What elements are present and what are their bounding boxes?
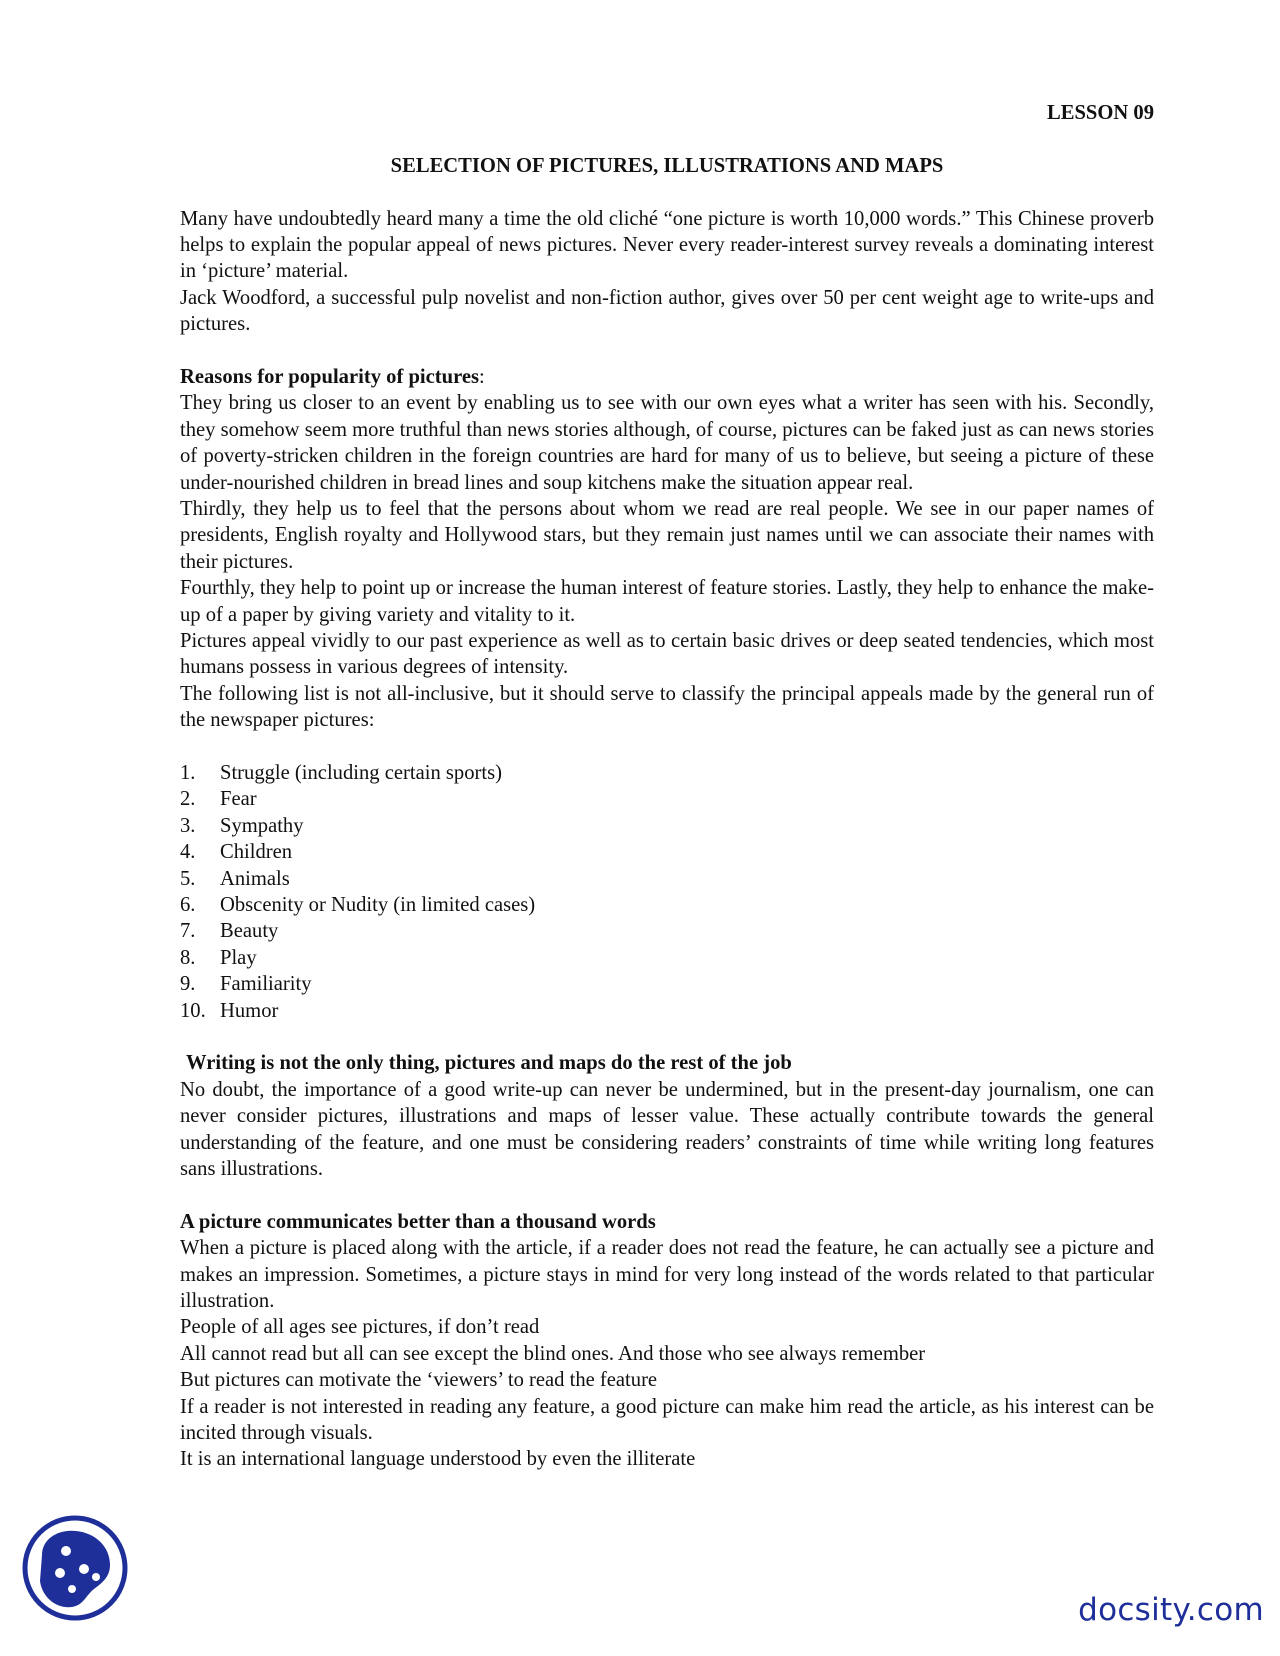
reasons-paragraph-5: The following list is not all-inclusive, but it should serve to classify the principal appeals made by the general run of the newspaper pictures: xyxy=(180,682,1154,732)
intro-paragraph-2: Jack Woodford, a successful pulp novelist and non-fiction author, gives over 50 per cent weight age to write-ups and pictures. xyxy=(180,286,1154,336)
list-item-number: 2. xyxy=(180,788,196,811)
list-item xyxy=(180,866,1154,892)
list-item xyxy=(180,971,1154,997)
picture-paragraph-3: All cannot read but all can see except the blind ones. And those who see always remember xyxy=(180,1342,926,1365)
reasons-paragraph-4: Pictures appeal vividly to our past experience as well as to certain basic drives or deep seated tendencies, which most humans possess in various degrees of intensity. xyxy=(180,630,1154,679)
docsity-logo-icon[interactable] xyxy=(20,1513,130,1623)
list-item xyxy=(180,786,1154,812)
list-item xyxy=(180,892,1154,918)
docsity-brand-link[interactable]: docsity.com xyxy=(1078,1592,1264,1628)
picture-heading: A picture communicates better than a thousand words xyxy=(180,1210,656,1233)
spacer xyxy=(180,1182,1154,1208)
reasons-paragraph-1: They bring us closer to an event by enabling us to see with our own eyes what a writer has seen with his. Secondly, they somehow seem more truthful than news stories although, of course, pictures can be faked just as can news stories of poverty-stricken children in the foreign countries are hard for many of us to believe, but seeing a picture of these under-nourished children in bread lines and soup kitchens make the situation appear real. xyxy=(180,392,1154,494)
docsity-logo-svg xyxy=(20,1513,130,1623)
list-item-text: Struggle (including certain sports) xyxy=(220,762,502,785)
list-item-number: 4. xyxy=(180,841,196,864)
list-item-number: 8. xyxy=(180,946,196,969)
reasons-paragraph-3: Fourthly, they help to point up or increase the human interest of feature stories. Lastly, they help to enhance the make-up of a paper by giving variety and vitality to it. xyxy=(180,577,1154,626)
list-item xyxy=(180,839,1154,865)
list-item-text: Animals xyxy=(220,867,290,890)
writing-heading: Writing is not the only thing, pictures and maps do the rest of the job xyxy=(186,1052,792,1075)
picture-paragraph-5: If a reader is not interested in reading any feature, a good picture can make him read the article, as his interest can be incited through visuals. xyxy=(180,1395,1154,1445)
picture-paragraph-4: But pictures can motivate the ‘viewers’ to read the feature xyxy=(180,1369,658,1392)
list-item xyxy=(180,945,1154,971)
reasons-paragraph-2: Thirdly, they help us to feel that the persons about whom we read are real people. We see in our paper names of presidents, English royalty and Hollywood stars, but they remain just names until we can associate their names with their pictures. xyxy=(180,498,1154,573)
list-item-text: Humor xyxy=(220,999,279,1022)
list-item-text: Sympathy xyxy=(220,814,304,837)
list-item xyxy=(180,998,1154,1024)
appeals-list xyxy=(180,760,1154,1024)
writing-paragraph: No doubt, the importance of a good write-up can never be undermined, but in the present-day journalism, one can never consider pictures, illustrations and maps of lesser value. These actually contribute towards the general understanding of the feature, and one must be considering readers’ constraints of time while writing long features sans illustrations. xyxy=(180,1078,1154,1180)
list-item xyxy=(180,813,1154,839)
list-item-text: Familiarity xyxy=(220,973,312,996)
reasons-heading-colon: : xyxy=(479,365,485,388)
list-item-text: Obscenity or Nudity (in limited cases) xyxy=(220,894,536,917)
spacer xyxy=(180,734,1154,760)
list-item xyxy=(180,918,1154,944)
reasons-heading-text: Reasons for popularity of pictures xyxy=(180,365,480,388)
document-page xyxy=(180,100,1154,1473)
spacer xyxy=(180,338,1154,364)
list-item-number: 5. xyxy=(180,867,196,890)
list-item-number: 3. xyxy=(180,814,196,837)
list-item-number: 10. xyxy=(180,999,206,1022)
intro-paragraph-1: Many have undoubtedly heard many a time the old cliché “one picture is worth 10,000 words.” This Chinese proverb helps to explain the popular appeal of news pictures. Never every reader-interest survey reveals a dominating interest in ‘picture’ material. xyxy=(180,207,1154,283)
list-item-text: Beauty xyxy=(220,920,279,943)
list-item-number: 7. xyxy=(180,920,196,943)
spacer xyxy=(180,1024,1154,1050)
list-item-number: 9. xyxy=(180,973,196,996)
list-item-text: Fear xyxy=(220,788,257,811)
picture-paragraph-6: It is an international language understood by even the illiterate xyxy=(180,1448,696,1471)
reasons-heading xyxy=(180,364,1154,390)
list-item-number: 6. xyxy=(180,894,196,917)
list-item-text: Play xyxy=(220,946,257,969)
document-title: SELECTION OF PICTURES, ILLUSTRATIONS AND MAPS xyxy=(390,154,944,177)
lesson-number: LESSON 09 xyxy=(1046,102,1154,124)
list-item-text: Children xyxy=(220,841,293,864)
list-item xyxy=(180,760,1154,786)
list-item-number: 1. xyxy=(180,762,196,785)
picture-paragraph-2: People of all ages see pictures, if don’t read xyxy=(180,1316,540,1339)
picture-paragraph-1: When a picture is placed along with the article, if a reader does not read the feature, he can actually see a picture and makes an impression. Sometimes, a picture stays in mind for very long instead of the words related to that particular illustration. xyxy=(180,1237,1154,1312)
